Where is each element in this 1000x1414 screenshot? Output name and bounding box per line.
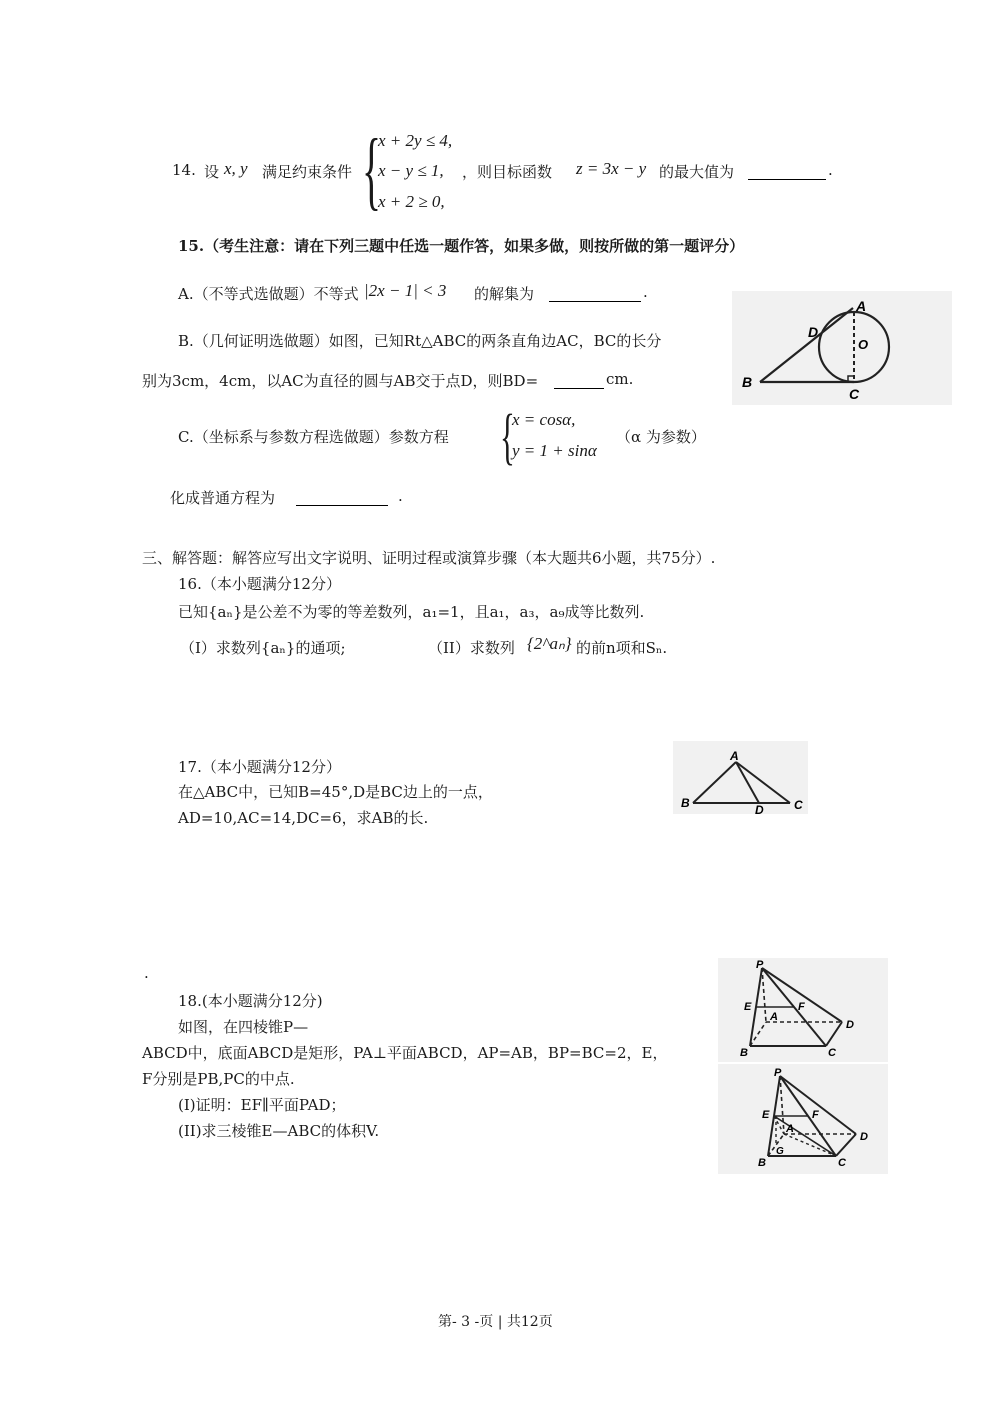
q15-a-end: . [643,283,648,301]
q18-dot: . [144,964,149,982]
q18-part2: (II)求三棱锥E—ABC的体积V. [178,1122,380,1140]
q15-c-answer-blank[interactable] [296,486,388,506]
q16-stem: 已知{aₙ}是公差不为零的等差数列，a₁=1，且a₁，a₃，a₉成等比数列. [178,603,645,621]
q15-a-text: A.（不等式选做题）不等式 [178,285,359,303]
label-d: D [860,1131,868,1143]
figure-background [732,291,952,405]
q18-pyramid-figure-1 [718,958,888,1062]
q14-condition-text: 满足约束条件 [262,163,353,181]
q16-part1: （I）求数列{aₙ}的通项; [180,639,346,657]
label-g: G [776,1146,784,1157]
q16-part2-expr: {2^aₙ} [527,634,572,653]
q15-a-answer-blank[interactable] [549,282,641,302]
q14-intro: 设 [204,163,220,181]
q15-c-line2: 化成普通方程为 [170,489,276,507]
label-e: E [762,1109,770,1121]
q15-c-brace: { [500,403,515,471]
figure-background [718,1064,888,1174]
q14-end: . [828,161,833,179]
label-b: B [740,1047,748,1059]
label-c: C [838,1157,846,1169]
q18-title: 18.(本小题满分12分) [178,992,323,1010]
label-a: A [770,1011,778,1023]
label-e: E [744,1001,752,1013]
q18-line2: ABCD中，底面ABCD是矩形，PA⊥平面ABCD，AP=AB，BP=BC=2，E， [142,1044,668,1062]
label-f: F [812,1109,819,1121]
label-p: P [774,1067,782,1079]
q14-vars: x, y [224,159,248,178]
label-c: C [849,386,860,402]
q14-ask: 的最大值为 [659,163,735,181]
q17-line1: 在△ABC中，已知B=45°,D是BC边上的一点， [178,783,493,801]
label-b: B [758,1157,766,1169]
q16-part2-a: （II）求数列 [428,639,515,657]
q17-title: 17.（本小题满分12分） [178,758,341,776]
q14-answer-blank[interactable] [748,160,826,180]
q17-triangle-figure [673,741,808,814]
q15-a-ask: 的解集为 [474,285,535,303]
q14-constraint-2: x − y ≤ 1, [378,161,444,180]
label-a: A [786,1123,794,1135]
q15-c-param: （α 为参数） [616,428,706,446]
q18-line1: 如图，在四棱锥P— [178,1018,309,1036]
q14-after: ，则目标函数 [462,163,553,181]
q14-number: 14. [172,161,196,179]
q15-b-unit: cm. [606,370,634,388]
q14-constraint-3: x + 2 ≥ 0, [378,192,445,211]
q15-b-answer-blank[interactable] [554,369,604,389]
q14-brace: { [362,122,382,219]
q15-c-eq1: x = cosα, [512,410,576,429]
label-c: C [794,798,803,812]
page-footer: 第- 3 -页 | 共12页 [438,1314,553,1330]
q15-circle-figure [732,291,952,405]
q14-objective: z = 3x − y [576,159,647,178]
label-d: D [846,1019,854,1031]
label-f: F [798,1001,805,1013]
label-p: P [756,959,764,971]
q18-line3: F分别是PB,PC的中点. [142,1070,295,1088]
label-a: A [856,298,867,314]
label-b: B [742,374,753,390]
q17-line2: AD=10,AC=14,DC=6，求AB的长. [178,809,429,827]
q16-title: 16.（本小题满分12分） [178,575,341,593]
q16-part2-b: 的前n项和Sₙ. [576,639,668,657]
label-o: O [858,337,869,352]
q14-constraint-1: x + 2y ≤ 4, [378,131,453,150]
q18-pyramid-figure-2 [718,1064,888,1174]
section3-heading: 三、解答题：解答应写出文字说明、证明过程或演算步骤（本大题共6小题，共75分）. [142,549,716,567]
label-d: D [808,324,819,340]
q18-part1: (I)证明：EF∥平面PAD； [178,1096,346,1114]
q15-c-text: C.（坐标系与参数方程选做题）参数方程 [178,428,449,446]
q15-c-end: . [398,487,403,505]
label-b: B [681,796,690,810]
label-c: C [828,1047,836,1059]
q15-c-eq2: y = 1 + sinα [512,441,597,460]
label-a: A [730,749,739,763]
q15-b-line1: B.（几何证明选做题）如图，已知Rt△ABC的两条直角边AC，BC的长分 [178,332,662,350]
label-d: D [755,803,764,814]
q15-b-line2: 别为3cm，4cm，以AC为直径的圆与AB交于点D，则BD= [142,372,539,390]
q15-a-inequality: |2x − 1| < 3 [364,281,447,300]
q15-heading: 15.（考生注意：请在下列三题中任选一题作答，如果多做，则按所做的第一题评分） [178,237,745,255]
